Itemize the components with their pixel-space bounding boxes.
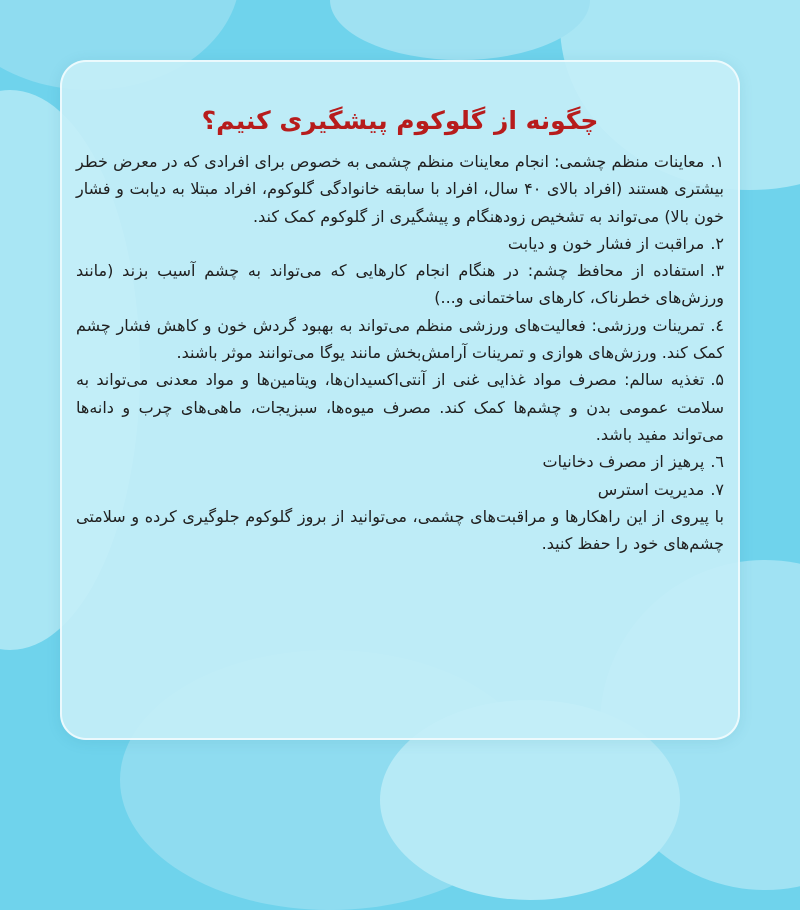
item-text: مدیریت استرس xyxy=(597,479,705,499)
list-item xyxy=(76,230,724,257)
item-text: استفاده از محافظ چشم: در هنگام انجام کارهایی که می‌تواند به چشم آسیب بزند (مانند ورزش‌های خطرناک، کارهای ساختمانی و...) xyxy=(76,261,724,308)
list-item xyxy=(76,366,724,448)
background-blob xyxy=(330,0,590,60)
item-text: تغذیه سالم: مصرف مواد غذایی غنی از آنتی‌اکسیدان‌ها، ویتامین‌ها و مواد معدنی می‌تواند به سلامت عمومی بدن و چشم‌ها کمک کند. مصرف میوه‌ها، سبزیجات، ماهی‌های چرب و دانه‌ها می‌تواند مفید باشد. xyxy=(76,370,724,444)
list-item xyxy=(76,476,724,503)
item-text: تمرینات ورزشی: فعالیت‌های ورزشی منظم می‌تواند به بهبود گردش خون و کاهش فشار چشم کمک کند. ورزش‌های هوازی و تمرینات آرامش‌بخش مانند یوگا می‌توانند موثر باشند. xyxy=(76,315,724,363)
list-item xyxy=(76,148,724,230)
prevention-list xyxy=(76,148,724,557)
page-title: چگونه از گلوکوم پیشگیری کنیم؟ xyxy=(201,106,599,135)
item-number: ۵. xyxy=(710,370,724,390)
item-number: ۱. xyxy=(710,152,724,171)
list-item xyxy=(76,257,724,312)
item-number: ۲. xyxy=(710,233,724,253)
item-text: معاینات منظم چشمی: انجام معاینات منظم چشمی به خصوص برای افرادی که در معرض خطر بیشتری هستند (افراد بالای ۴۰ سال، افراد با سابقه خانوادگی گلوکوم، افراد مبتلا به دیابت و فشار خون بالا) می‌تواند به تشخیص زودهنگام و پیشگیری از گلوکوم کمک کند. xyxy=(76,152,724,226)
content-card xyxy=(60,60,740,740)
list-item xyxy=(76,312,724,367)
item-text: پرهیز از مصرف دخانیات xyxy=(542,452,705,472)
item-number: ۳. xyxy=(710,261,724,281)
closing-paragraph: با پیروی از این راهکارها و مراقبت‌های چشمی، می‌توانید از بروز گلوکوم جلوگیری کرده و سلامتی چشم‌های خود را حفظ کنید. xyxy=(76,506,724,554)
item-text: مراقبت از فشار خون و دیابت xyxy=(507,233,705,253)
list-item xyxy=(76,448,724,475)
item-number: ٦. xyxy=(710,452,724,472)
item-number: ۷. xyxy=(710,479,724,499)
item-number: ٤. xyxy=(710,315,724,335)
